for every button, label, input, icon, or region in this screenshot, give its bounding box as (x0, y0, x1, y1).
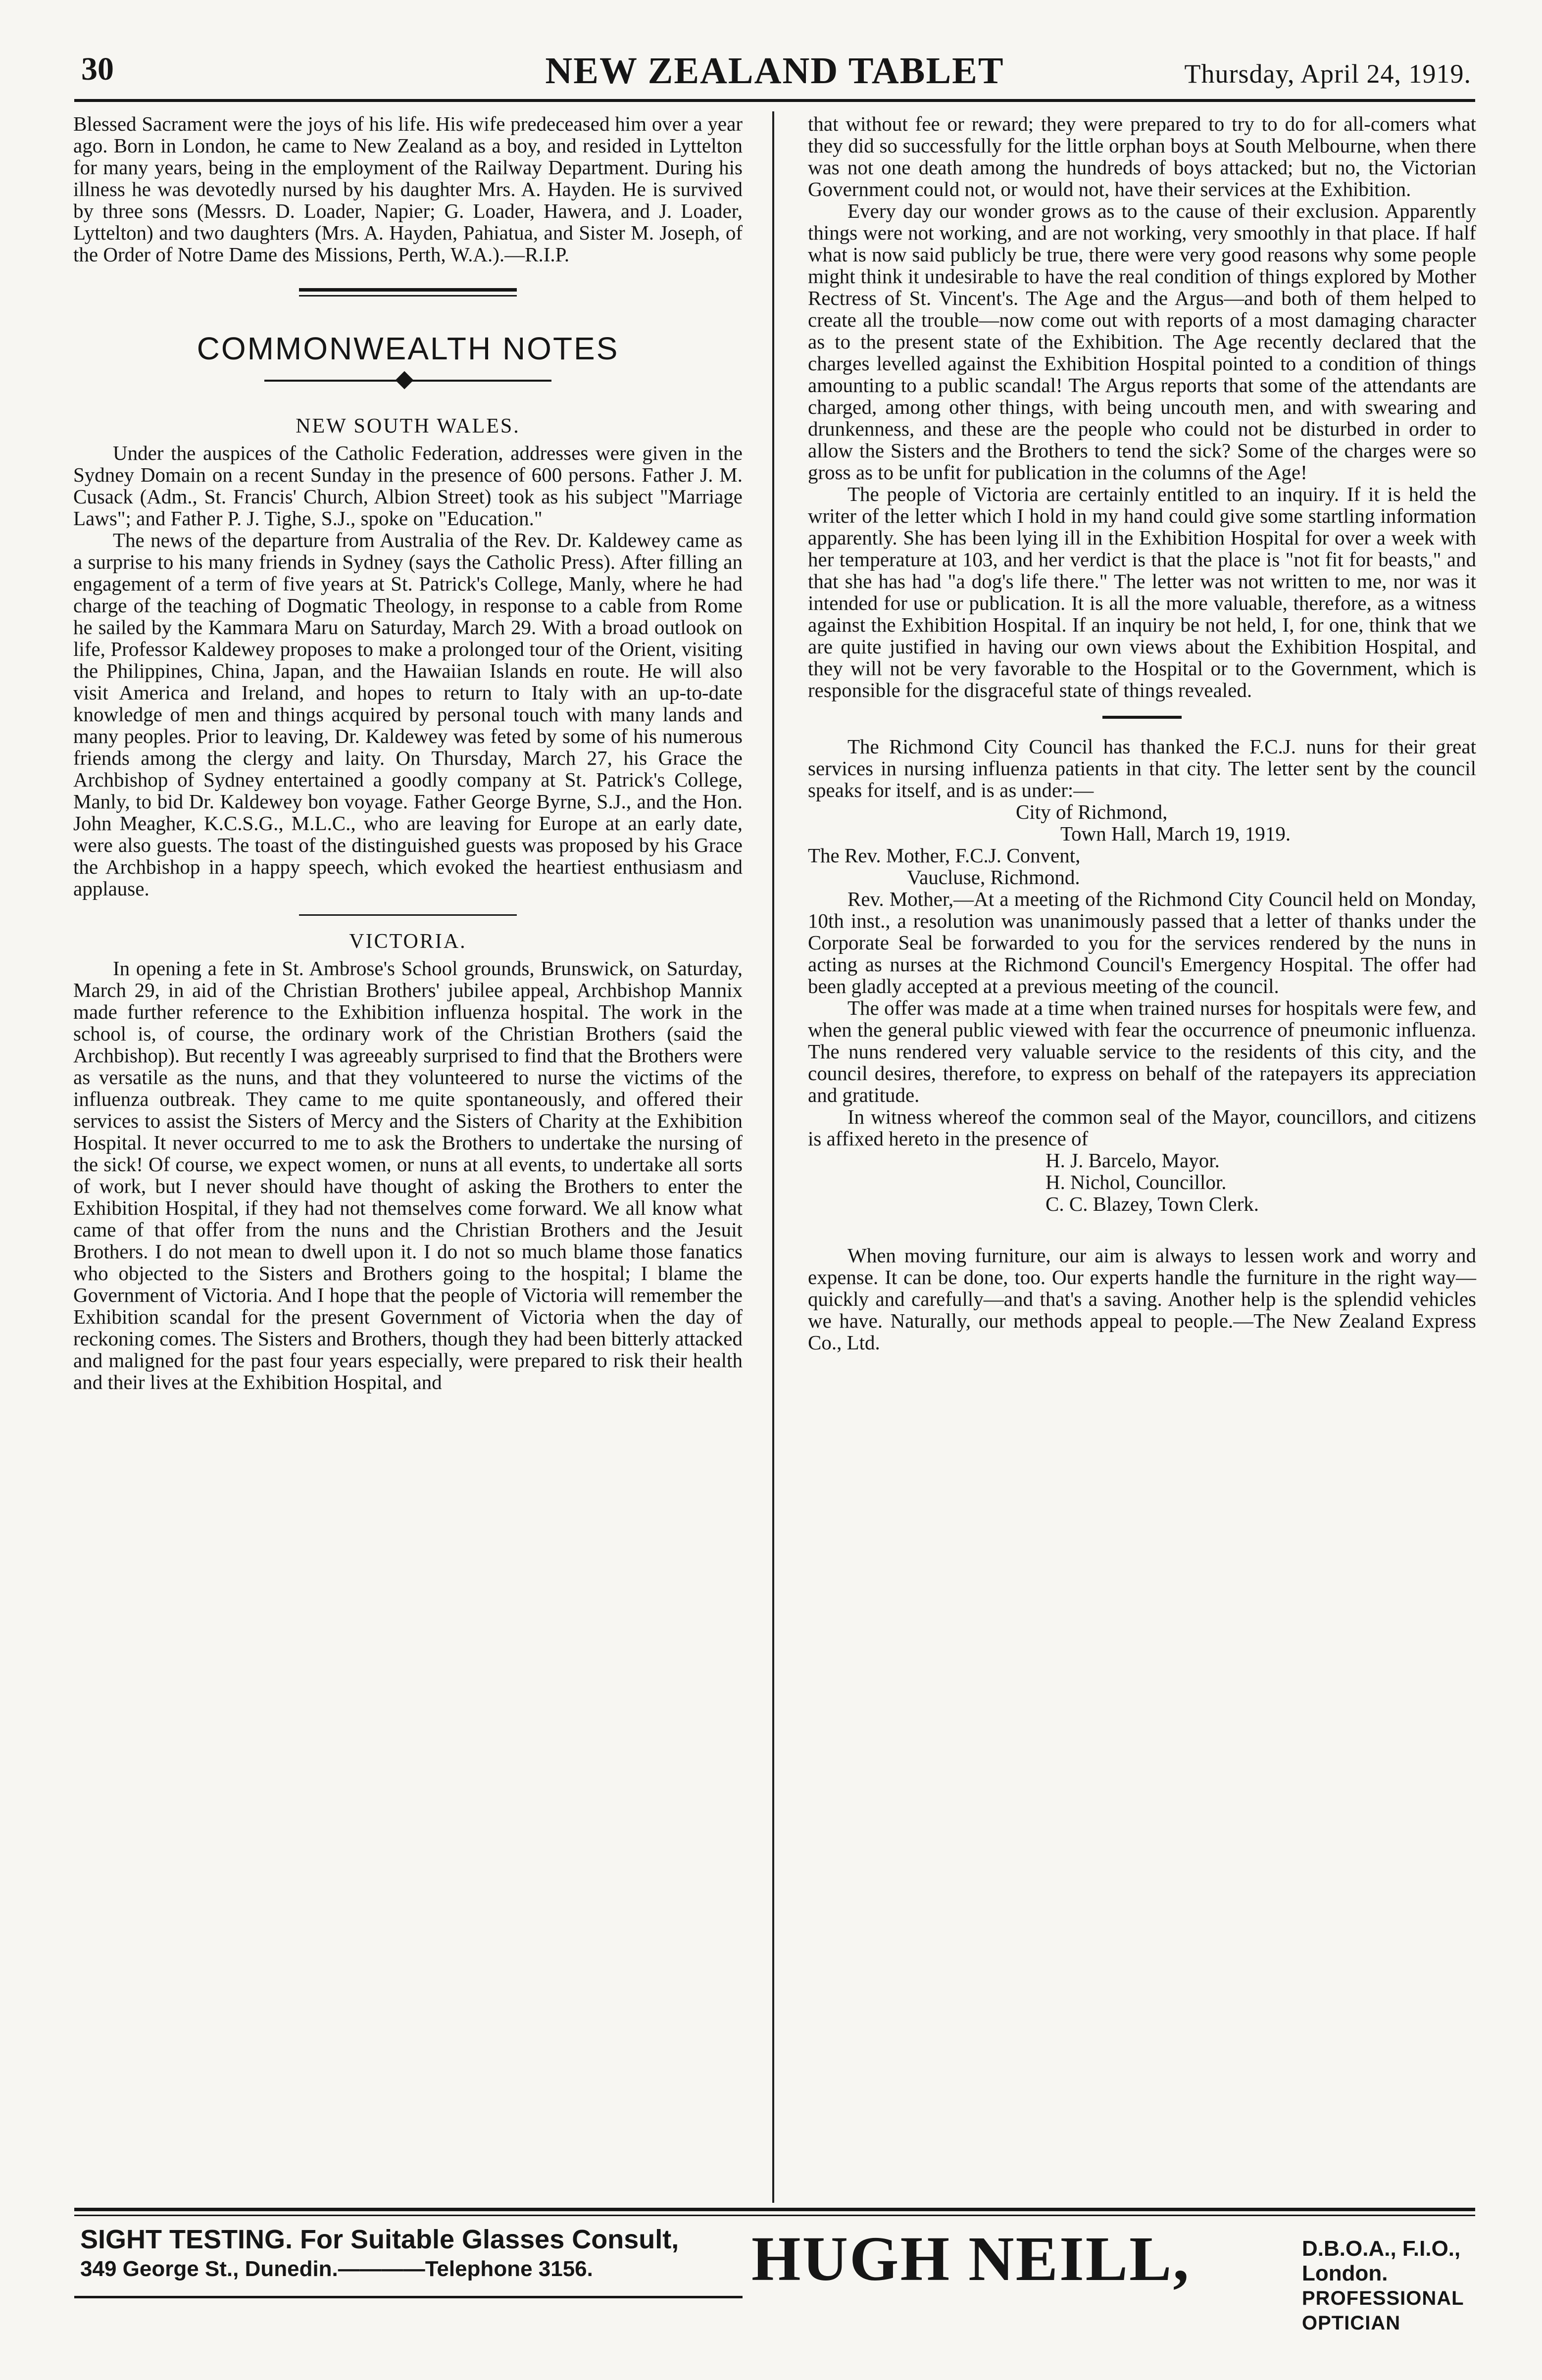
footer-address-block (80, 2225, 744, 2284)
column-divider (772, 111, 774, 2203)
letter-date: Town Hall, March 19, 1919. (1060, 822, 1291, 845)
optician-name: HUGH NEILL, (751, 2224, 1191, 2294)
nsw-paragraph-2: The news of the departure from Australia of the Rev. Dr. Kaldewey came as a surprise to his many friends in Sydney (says the Catholic Press). After filling an engagement of a term of five years at St. Patrick's College, Manly, where he had charge of the teaching of Dogmatic Theology, in response to a cable from Rome he sailed by the Kammara Maru on Saturday, March 29. With a broad outlook on life, Professor Kaldewey proposes to make a prolonged tour of the Orient, visiting the Philippines, China, Japan, and the Hawaiian Islands en route. He will also visit America and Ireland, and hopes to return to Italy with an up-to-date knowledge of men and things acquired by personal touch with many lands and many peoples. Prior to leaving, Dr. Kaldewey was feted by some of his numerous friends among the clergy and laity. On Thursday, March 27, his Grace the Archbishop of Sydney entertained a goodly company at St. Patrick's College, Manly, to bid Dr. Kaldewey bon voyage. Father George Byrne, S.J., and the Hon. John Meagher, K.C.S.G., M.L.C., who are leaving for Europe at an early date, were also guests. The toast of the distinguished guests was proposed by his Grace the Archbishop in a happy speech, which evoked the heartiest enthusiasm and applause. (73, 529, 743, 900)
nsw-paragraph-1: Under the auspices of the Catholic Federation, addresses were given in the Sydney Domain on a recent Sunday in the presence of 600 persons. Father J. M. Cusack (Adm., St. Francis' Church, Albion Street) took as his subject "Marriage Laws"; and Father P. J. Tighe, S.J., spoke on "Education." (73, 442, 743, 530)
masthead-title: NEW ZEALAND TABLET (545, 50, 1004, 92)
letter-recipient: The Rev. Mother, F.C.J. Convent, (808, 844, 1081, 867)
signature-town-clerk: C. C. Blazey, Town Clerk. (1045, 1192, 1259, 1215)
page-header (74, 48, 1475, 102)
letter-place: City of Richmond, (1016, 800, 1168, 823)
optician-profession: PROFESSIONAL OPTICIAN (1302, 2287, 1464, 2334)
left-column (73, 113, 743, 1393)
footer-underline (74, 2296, 743, 2298)
letter-recipient-address: Vaucluse, Richmond. (907, 866, 1080, 889)
continuation-paragraph-2: Every day our wonder grows as to the cause of their exclusion. Apparently things were not working, and are not working, very smoothly in that place. If half what is now said publicly be true, there were very good reasons why some people might think it undesirable to have the real condition of things explored by Mother Rectress of St. Vincent's. The Age and the Argus—and both of them helped to create all the trouble—now come out with reports of a most damaging character as to the present state of the Exhibition. The Age recently declared that the charges levelled against the Exhibition Hospital pointed to a condition of things amounting to a public scandal! The Argus reports that some of the attendants are charged, among other things, with being uncouth men, and with swearing and drunkenness, and these are the people who could not be disturbed in order to allow the Sisters and the Brothers to tend the sick? Some of the charges were so gross as to be unfit for publication in the columns of the Age! (808, 199, 1476, 484)
footer-rule (74, 2208, 1475, 2211)
subsection-separator (299, 914, 517, 916)
signature-mayor: H. J. Barcelo, Mayor. (1045, 1149, 1220, 1172)
victoria-paragraph: In opening a fete in St. Ambrose's School grounds, Brunswick, on Saturday, March 29, in aid of the Christian Brothers' jubilee appeal, Archbishop Mannix made further reference to the Exhibition influenza hospital. The work in the school is, of course, the ordinary work of the Christian Brothers (said the Archbishop). But recently I was agreeably surprised to find that the Brothers were as versatile as the nuns, and that they volunteered to nurse the victims of the influenza outbreak. They came to me quite spontaneously, and offered their services to assist the Sisters of Mercy and the Sisters of Charity at the Exhibition Hospital. It never occurred to me to ask the Brothers to undertake the nursing of the sick! Of course, we expect women, or nuns at all events, to undertake all sorts of work, but I never should have thought of asking the Brothers to enter the Exhibition Hospital, if they had not themselves come forward. We all know what came of that offer from the nuns and the Christian Brothers and the Jesuit Brothers. I do not mean to dwell upon it. I do not so much blame those fanatics who objected to the Sisters and Brothers going to the hospital; I blame the Government of Victoria. And I hope that the people of Victoria will remember the Exhibition scandal for the present Government of Victoria when the day of reckoning comes. The Sisters and Brothers, though they had been bitterly attacked and maligned for the past four years especially, were prepared to risk their health and their lives at the Exhibition Hospital, and (73, 957, 743, 1393)
continuation-paragraph-3: The people of Victoria are certainly entitled to an inquiry. If it is held the writer of the letter which I hold in my hand could give some startling information apparently. She has been lying ill in the Exhibition Hospital for over a week with her temperature at 103, and her verdict is that the place is "not fit for beasts," and that she has had "a dog's life there." The letter was not written to me, nor was it intended for use or publication. It is all the more valuable, therefore, as a witness against the Exhibition Hospital. If an inquiry be not held, I, for one, think that we are quite justified in having our own views about the Exhibition Hospital, and they will not be very favorable to the Hospital or to the Government, which is responsible for the disgraceful state of things revealed. (808, 483, 1476, 701)
footer-rule-thin (74, 2215, 1475, 2216)
issue-date: Thursday, April 24, 1919. (1184, 59, 1471, 89)
page-number: 30 (81, 51, 114, 87)
letter-paragraph-1: Rev. Mother,—At a meeting of the Richmond City Council held on Monday, 10th inst., a resolution was unanimously passed that a letter of thanks under the Corporate Seal be forwarded to you for the services rendered by the nuns in acting as nurses at the Richmond Council's Emergency Hospital. The offer had been gladly accepted at a previous meeting of the council. (808, 888, 1476, 997)
section-title: COMMONWEALTH NOTES (197, 331, 619, 366)
letter-paragraph-3: In witness whereof the common seal of the Mayor, councillors, and citizens is affixed hereto in the presence of (808, 1105, 1476, 1150)
section-separator (299, 288, 517, 297)
richmond-intro: The Richmond City Council has thanked the F.C.J. nuns for their great services in nursing influenza patients in that city. The letter sent by the council speaks for itself, and is as under:— (808, 735, 1476, 801)
letter-paragraph-2: The offer was made at a time when trained nurses for hospitals were few, and when the general public viewed with fear the occurrence of pneumonic influenza. The nuns rendered very valuable service to the residents of this city, and the council desires, therefore, to express on behalf of the ratepayers its appreciation and gratitude. (808, 996, 1476, 1106)
optician-credentials-block (1302, 2236, 1542, 2335)
footer-advertisement (74, 2208, 1475, 2334)
right-column (808, 113, 1476, 1353)
footer-sight-testing: SIGHT TESTING. For Suitable Glasses Consult, (80, 2225, 679, 2254)
article-separator (1102, 716, 1182, 719)
victoria-heading: VICTORIA. (349, 930, 467, 953)
furniture-advert: When moving furniture, our aim is always to lessen work and worry and expense. It can be done, too. Our experts handle the furniture in the right way—quickly and carefully—and that's a saving. Another help is the splendid vehicles we have. Naturally, our methods appeal to people.—The New Zealand Express Co., Ltd. (808, 1244, 1476, 1354)
nsw-heading: NEW SOUTH WALES. (296, 415, 520, 438)
continuation-paragraph-1: that without fee or reward; they were prepared to try to do for all-comers what they did so successfully for the little orphan boys at South Melbourne, when there was not one death among the hundreds of boys attacked; but no, the Victorian Government could not, or would not, have their services at the Exhibition. (808, 112, 1476, 200)
signature-councillor: H. Nichol, Councillor. (1045, 1171, 1227, 1193)
title-ornament (264, 376, 551, 386)
optician-credentials: D.B.O.A., F.I.O., London. (1302, 2236, 1461, 2285)
obituary-paragraph: Blessed Sacrament were the joys of his life. His wife predeceased him over a year ago. Born in London, he came to New Zealand as a boy, and resided in Lyttelton for many years, being in the employment of the Railway Department. During his illness he was devotedly nursed by his daughter Mrs. A. Hayden. He is survived by three sons (Messrs. D. Loader, Napier; G. Loader, Hawera, and J. Loader, Lyttelton) and two daughters (Mrs. A. Hayden, Pahiatua, and Sister M. Joseph, of the Order of Notre Dame des Missions, Perth, W.A.).—R.I.P. (73, 112, 743, 266)
footer-address: 349 George St., Dunedin.————Telephone 3156. (80, 2257, 593, 2281)
